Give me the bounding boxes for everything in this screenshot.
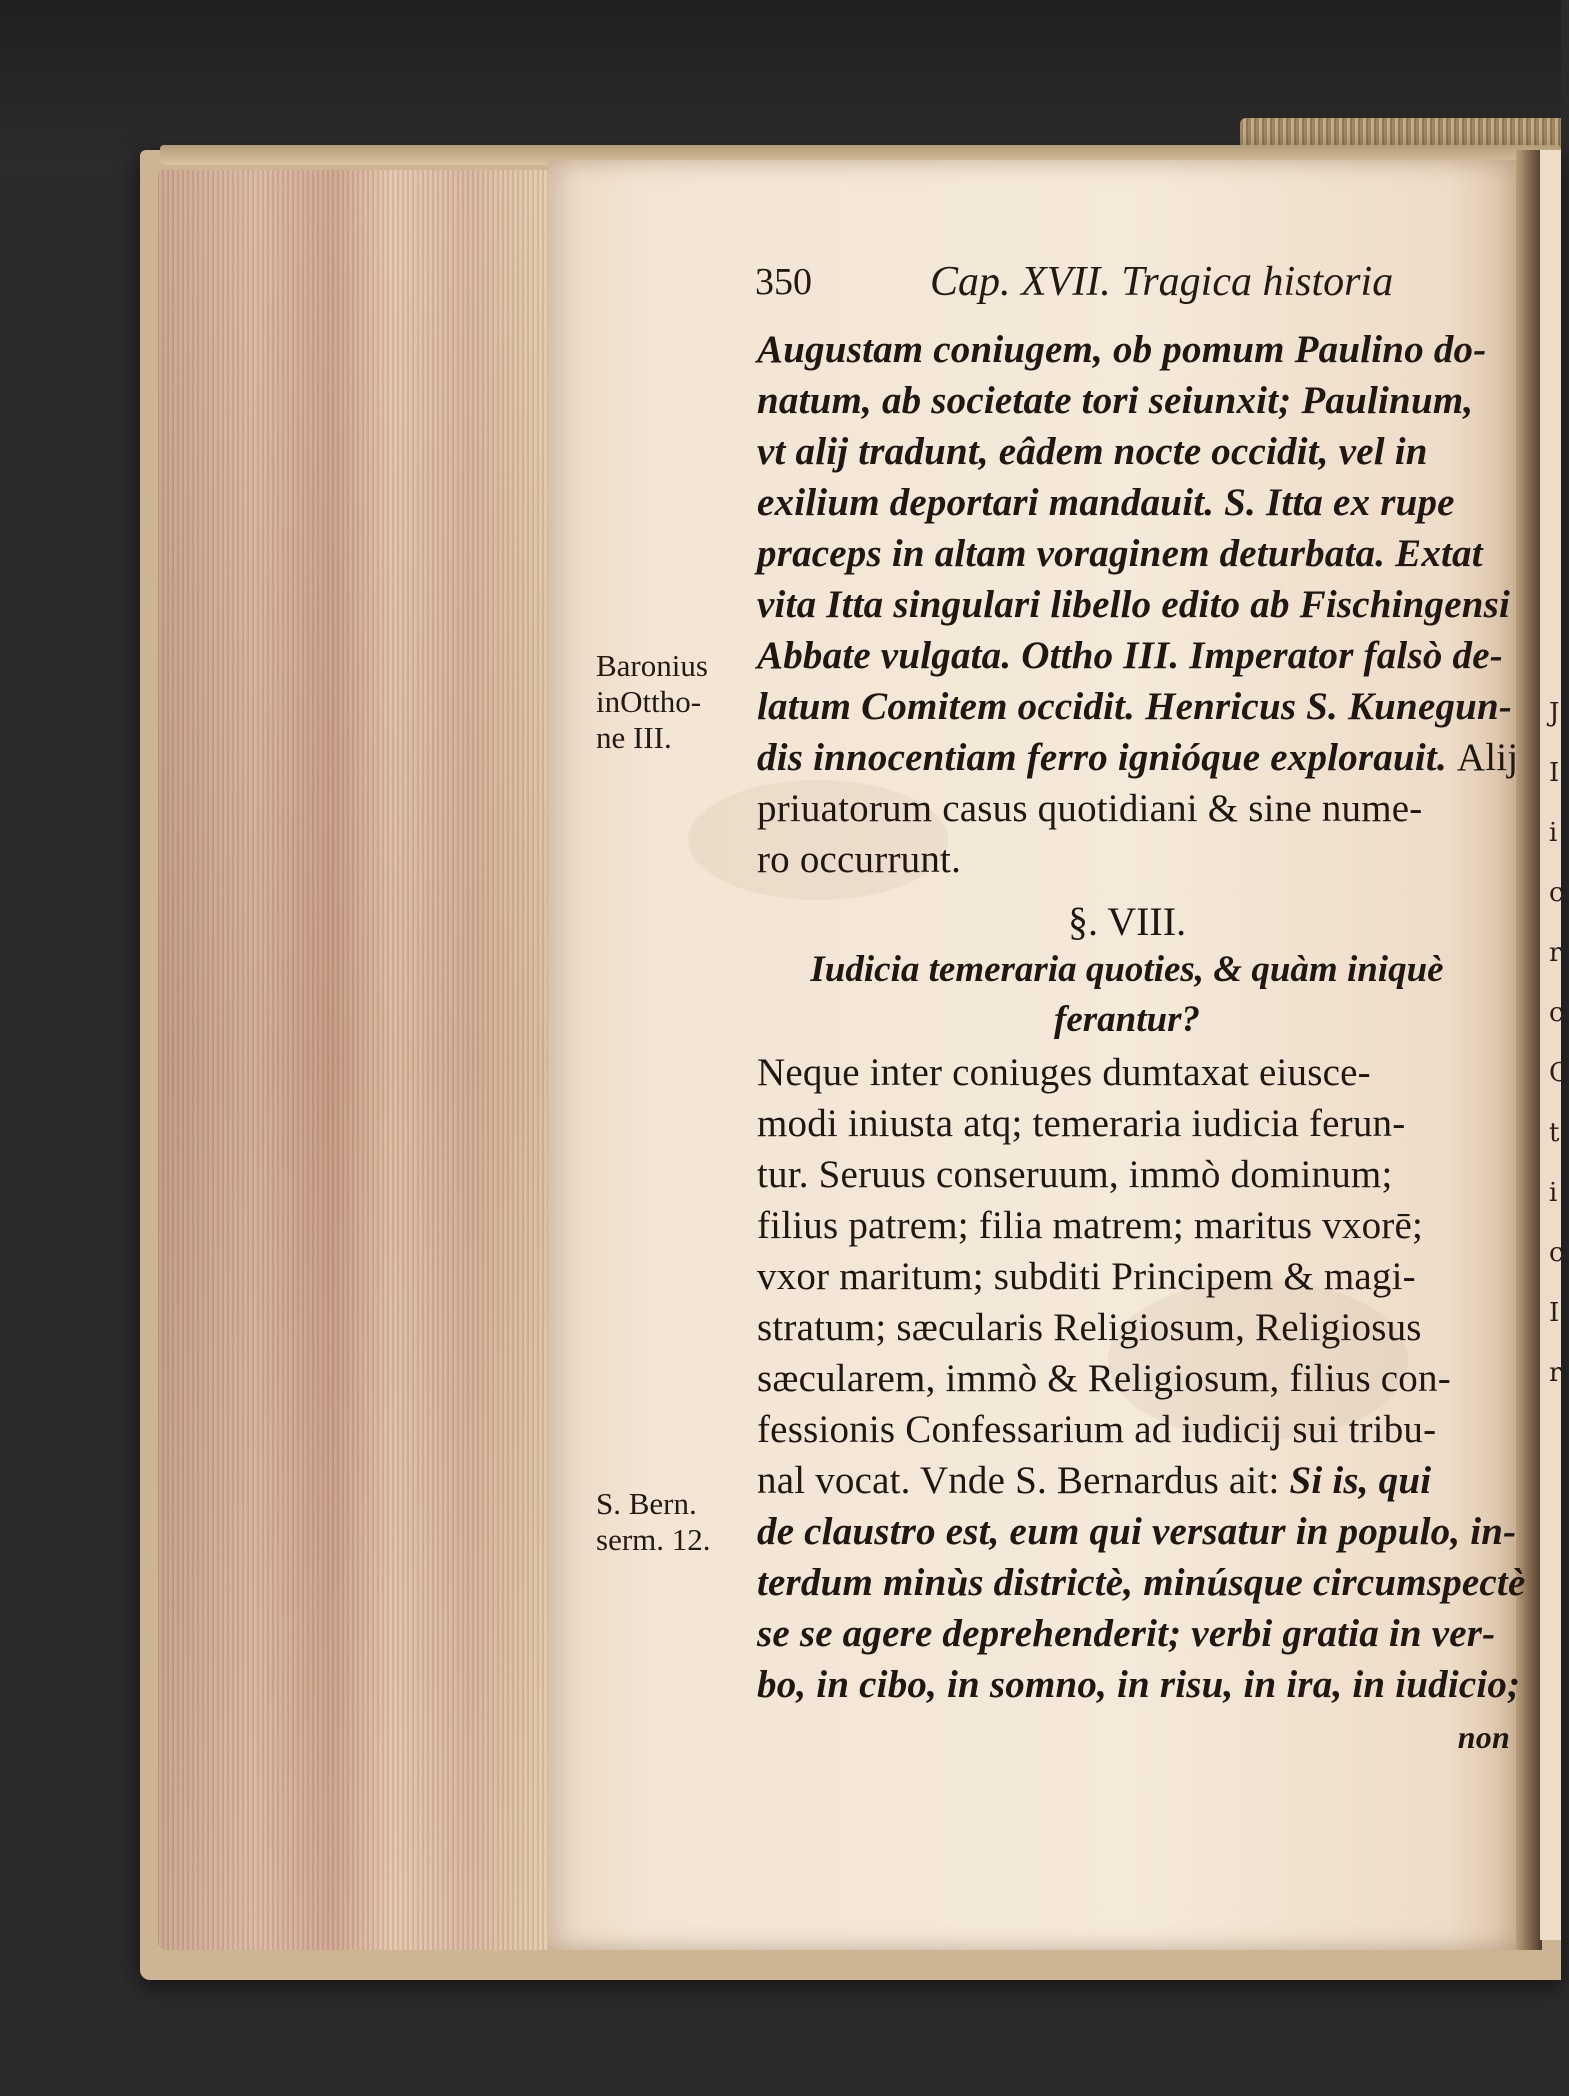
italic-text: vt alij tradunt, eâdem nocte occidit, vel in xyxy=(757,430,1428,473)
facing-page-char: r xyxy=(1549,938,1562,968)
italic-text: vita Itta singulari libello edito ab Fischingensi xyxy=(757,583,1511,626)
facing-page-edge xyxy=(1540,150,1561,1940)
text-line xyxy=(757,1150,1497,1200)
italic-text: se se agere deprehenderit; verbi gratia in ver- xyxy=(757,1612,1496,1655)
roman-text: modi iniusta atq; temeraria iudicia ferun- xyxy=(757,1102,1406,1145)
text-line xyxy=(757,835,1497,885)
roman-text: sæcularem, immò & Religiosum, filius con- xyxy=(757,1357,1451,1400)
facing-page-char: c xyxy=(1549,1238,1564,1268)
section-number: §. VIII. xyxy=(1067,899,1187,944)
facing-page-char: i xyxy=(1549,818,1558,848)
text-line xyxy=(757,682,1513,732)
italic-text: bo, in cibo, in somno, in risu, in ira, in iudicio; xyxy=(757,1663,1521,1706)
facing-page-char: I xyxy=(1549,1298,1560,1328)
text-line xyxy=(757,427,1497,477)
facing-page-char: c xyxy=(1549,998,1564,1028)
margin-note-line: serm. 12. xyxy=(596,1522,711,1557)
text-line xyxy=(757,784,1497,834)
text-line xyxy=(757,1507,1517,1557)
section-title-line-2: ferantur? xyxy=(1054,999,1200,1040)
italic-text: Si is, qui xyxy=(1289,1459,1432,1502)
text-line xyxy=(757,1609,1497,1659)
facing-page-char: C xyxy=(1549,1058,1569,1088)
text-line xyxy=(757,580,1511,630)
italic-text: natum, ab societate tori seiunxit; Paulinum, xyxy=(757,379,1474,422)
roman-text: filius patrem; filia matrem; maritus vxorē; xyxy=(757,1204,1424,1247)
roman-text: stratum; sæcularis Religiosum, Religiosus xyxy=(757,1306,1422,1349)
roman-text: tur. Seruus conseruum, immò dominum; xyxy=(757,1153,1393,1196)
roman-text: priuatorum casus quotidiani & sine nume- xyxy=(757,787,1423,830)
italic-text: latum Comitem occidit. Henricus S. Kunegun- xyxy=(757,685,1513,728)
facing-page-char: i xyxy=(1549,1178,1558,1208)
page-number: 350 xyxy=(755,261,812,303)
text-line xyxy=(757,1048,1497,1098)
running-title: Cap. XVII. Tragica historia xyxy=(930,259,1394,305)
page-block-fore-edge xyxy=(158,170,548,1950)
roman-text: ro occurrunt. xyxy=(757,838,962,881)
facing-page-char: I xyxy=(1549,758,1560,788)
text-line xyxy=(757,1354,1497,1404)
roman-text: Neque inter coniuges dumtaxat eiusce- xyxy=(757,1051,1371,1094)
margin-note-line: ne III. xyxy=(596,720,672,755)
roman-text: Alij xyxy=(1456,736,1519,779)
italic-text: exilium deportari mandauit. S. Itta ex rupe xyxy=(757,481,1455,524)
text-line xyxy=(757,1558,1526,1608)
text-line xyxy=(757,1201,1497,1251)
italic-text: Abbate vulgata. Ottho III. Imperator falsò de- xyxy=(757,634,1503,677)
text-line xyxy=(757,1660,1521,1710)
text-line xyxy=(757,631,1503,681)
margin-note-line: Baronius xyxy=(596,648,708,683)
text-line xyxy=(757,376,1497,426)
text-line xyxy=(757,1303,1497,1353)
text-line xyxy=(757,325,1497,375)
facing-page-char: c xyxy=(1549,878,1564,908)
italic-text: terdum minùs districtè, minúsque circumspectè xyxy=(757,1561,1526,1604)
margin-note-line: S. Bern. xyxy=(596,1486,697,1521)
section-title-line-1: Iudicia temeraria quoties, & quàm iniquè xyxy=(810,949,1444,990)
facing-page-char: t xyxy=(1549,1118,1560,1148)
margin-note-bernardus xyxy=(596,1486,766,1558)
italic-text: de claustro est, eum qui versatur in populo, in- xyxy=(757,1510,1517,1553)
text-line xyxy=(757,1099,1497,1149)
page-header xyxy=(755,258,1395,308)
italic-text: praceps in altam voraginem deturbata. Extat xyxy=(757,532,1483,575)
text-line xyxy=(757,1252,1497,1302)
roman-text: vxor maritum; subditi Principem & magi- xyxy=(757,1255,1416,1298)
facing-page-char: J xyxy=(1549,698,1560,728)
margin-note-baronius xyxy=(596,648,766,756)
facing-page-char: r xyxy=(1549,1358,1562,1388)
text-line xyxy=(757,1456,1497,1506)
italic-text: dis innocentiam ferro ignióque explorauit. xyxy=(757,736,1457,779)
text-line xyxy=(757,529,1497,579)
roman-text: fessionis Confessarium ad iudicij sui tribu- xyxy=(757,1408,1437,1451)
roman-text: nal vocat. Vnde S. Bernardus ait: xyxy=(757,1459,1290,1502)
catchword: non xyxy=(1457,1719,1510,1755)
text-line xyxy=(757,478,1497,528)
italic-text: Augustam coniugem, ob pomum Paulino do- xyxy=(757,328,1487,371)
margin-note-line: inOttho- xyxy=(596,684,702,719)
text-line xyxy=(757,733,1519,783)
text-line xyxy=(757,1405,1497,1455)
